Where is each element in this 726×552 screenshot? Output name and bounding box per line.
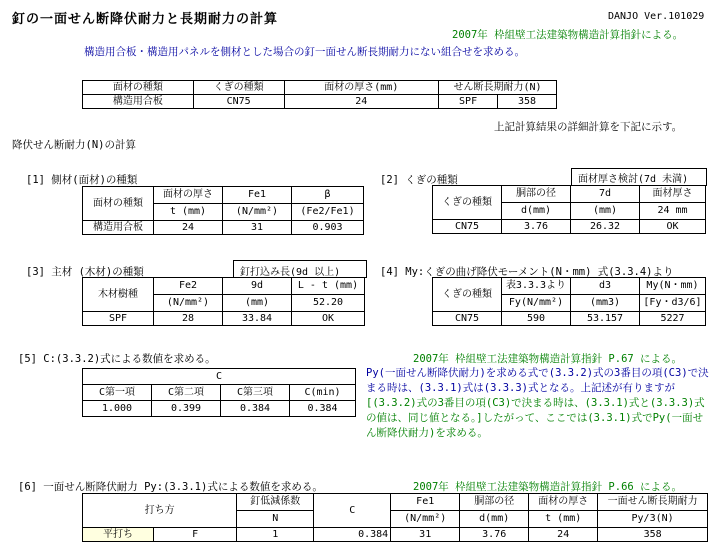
- c3-explanation: [366, 366, 712, 441]
- col-header: Fe2: [154, 278, 223, 295]
- col-header: C: [83, 369, 356, 385]
- summary-header: 面材の厚さ(mm): [284, 81, 439, 95]
- col-header: 胴部の径: [460, 494, 529, 511]
- col-header: L - t (mm): [292, 278, 365, 295]
- yield-heading: 降伏せん断耐力(N)の計算: [12, 139, 136, 151]
- bending-moment-table: [432, 277, 706, 326]
- col-header: 木材樹種: [83, 278, 154, 312]
- table-cell: 5227: [640, 312, 706, 326]
- col-header: 一面せん断長期耐力: [598, 494, 708, 511]
- summary-table: [82, 80, 557, 109]
- col-header: 胴部の径: [502, 186, 571, 203]
- table-cell: CN75: [433, 220, 502, 234]
- shear-capacity-table: [82, 493, 708, 542]
- table-cell: 31: [223, 221, 292, 235]
- main-material-table: [82, 277, 365, 326]
- col-unit: 52.20: [292, 295, 365, 312]
- summary-cell: 24: [284, 95, 439, 109]
- col-header: くぎの種類: [433, 186, 502, 220]
- summary-cell: 358: [498, 95, 557, 109]
- col-header: くぎの種類: [433, 278, 502, 312]
- section6-label: [6] 一面せん断降伏耐力 Py:(3.3.1)式による数値を求める。: [18, 481, 323, 493]
- version-label: DANJO Ver.101029: [608, 11, 705, 22]
- col-unit: [Fy・d3/6]: [640, 295, 706, 312]
- col-header: β: [292, 187, 364, 204]
- table-cell: 53.157: [571, 312, 640, 326]
- section2-label: [2] くぎの種類: [380, 174, 458, 186]
- col-header: 面材の厚さ: [529, 494, 598, 511]
- summary-cell: CN75: [193, 95, 284, 109]
- table-cell: 24: [154, 221, 223, 235]
- col-unit: (N/mm²): [391, 511, 460, 528]
- col-unit: Py/3(N): [598, 511, 708, 528]
- nailing-method-cell[interactable]: 平打ち: [83, 528, 154, 542]
- table-cell: 28: [154, 312, 223, 326]
- table-cell: 26.32: [571, 220, 640, 234]
- col-header: 打ち方: [83, 494, 237, 528]
- col-header: Fe1: [391, 494, 460, 511]
- table-cell: 1: [237, 528, 314, 542]
- col-unit: d(mm): [502, 203, 571, 220]
- col-unit: t (mm): [529, 511, 598, 528]
- col-header: 面材の厚さ: [154, 187, 223, 204]
- col-header: d3: [571, 278, 640, 295]
- col-header: 表3.3.3より: [502, 278, 571, 295]
- col-unit: (mm): [571, 203, 640, 220]
- col-unit: (N/mm²): [223, 204, 292, 221]
- summary-cell: 構造用合板: [83, 95, 194, 109]
- table-cell: 0.384: [314, 528, 391, 542]
- penetration-check-label: 釘打込み長(9d 以上): [240, 267, 341, 278]
- thickness-check-label: 面材厚さ検討(7d 未満): [578, 174, 689, 185]
- col-unit: 24 mm: [640, 203, 706, 220]
- table-cell: 590: [502, 312, 571, 326]
- c-value-table: [82, 368, 356, 417]
- col-header: 面材の種類: [83, 187, 154, 221]
- c3-explanation-main: Py(一面せん断降伏耐力)を求める式で(3.3.2)式の3番目の項(C3)で決まる時は、(3.3.1)式は(3.3.3)式となる。上記述が有りますが: [366, 367, 709, 394]
- side-material-table: [82, 186, 364, 235]
- c3-explanation-detail: [(3.3.2)式の3番目の項(C3)で決まる時は、(3.3.1)式と(3.3.3)式の値は、同じ値となる。]したがって、ここでは(3.3.1)式でPy(一面せん断降伏耐力)を求める。: [366, 397, 705, 439]
- table-cell: 3.76: [502, 220, 571, 234]
- col-header: 9d: [223, 278, 292, 295]
- col-header: C: [314, 494, 391, 528]
- col-header: My(N・mm): [640, 278, 706, 295]
- table-cell: CN75: [433, 312, 502, 326]
- col-unit: d(mm): [460, 511, 529, 528]
- section5-label: [5] C:(3.3.2)式による数値を求める。: [18, 353, 216, 365]
- table-cell: 0.399: [152, 401, 221, 417]
- col-unit: (mm): [223, 295, 292, 312]
- col-header: C第二項: [152, 385, 221, 401]
- table-cell: 3.76: [460, 528, 529, 542]
- table-cell: 31: [391, 528, 460, 542]
- section1-label: [1] 側材(面材)の種類: [26, 174, 138, 186]
- section5-reference: 2007年 枠組壁工法建築物構造計算指針 P.67 による。: [413, 353, 683, 365]
- table-cell: 0.903: [292, 221, 364, 235]
- reference-note: 2007年 枠組壁工法建築物構造計算指針による。: [452, 29, 684, 41]
- summary-cell: SPF: [439, 95, 498, 109]
- table-cell: SPF: [83, 312, 154, 326]
- col-header: C第一項: [83, 385, 152, 401]
- col-unit: (mm3): [571, 295, 640, 312]
- table-cell: 0.384: [221, 401, 290, 417]
- table-cell: 1.000: [83, 401, 152, 417]
- section4-label: [4] My:くぎの曲げ降伏モーメント(N・mm) 式(3.3.4)より: [380, 266, 674, 278]
- col-header: C(min): [290, 385, 356, 401]
- section3-label: [3] 主材 (木材)の種類: [26, 266, 144, 278]
- col-header: 7d: [571, 186, 640, 203]
- table-cell: OK: [292, 312, 365, 326]
- table-cell: 358: [598, 528, 708, 542]
- intro-text: 構造用合板・構造用パネルを側材とした場合の釘一面せん断長期耐力にない組合せを求める。: [84, 46, 525, 58]
- detail-note: 上記計算結果の詳細計算を下記に示す。: [494, 121, 683, 133]
- table-cell: F: [154, 528, 237, 542]
- summary-header: せん断長期耐力(N): [439, 81, 557, 95]
- table-cell: OK: [640, 220, 706, 234]
- col-unit: t (mm): [154, 204, 223, 221]
- nail-type-table: [432, 185, 706, 234]
- col-unit: N: [237, 511, 314, 528]
- col-unit: (N/mm²): [154, 295, 223, 312]
- col-unit: Fy(N/mm²): [502, 295, 571, 312]
- table-cell: 33.84: [223, 312, 292, 326]
- summary-header: くぎの種類: [193, 81, 284, 95]
- summary-header: 面材の種類: [83, 81, 194, 95]
- col-header: 面材厚さ: [640, 186, 706, 203]
- col-header: Fe1: [223, 187, 292, 204]
- page-title: 釘の一面せん断降伏耐力と長期耐力の計算: [12, 12, 279, 27]
- col-header: C第三項: [221, 385, 290, 401]
- col-header: 釘低減係数: [237, 494, 314, 511]
- table-cell: 24: [529, 528, 598, 542]
- section6-reference: 2007年 枠組壁工法建築物構造計算指針 P.66 による。: [413, 481, 683, 493]
- table-cell: 0.384: [290, 401, 356, 417]
- table-cell: 構造用合板: [83, 221, 154, 235]
- col-unit: (Fe2/Fe1): [292, 204, 364, 221]
